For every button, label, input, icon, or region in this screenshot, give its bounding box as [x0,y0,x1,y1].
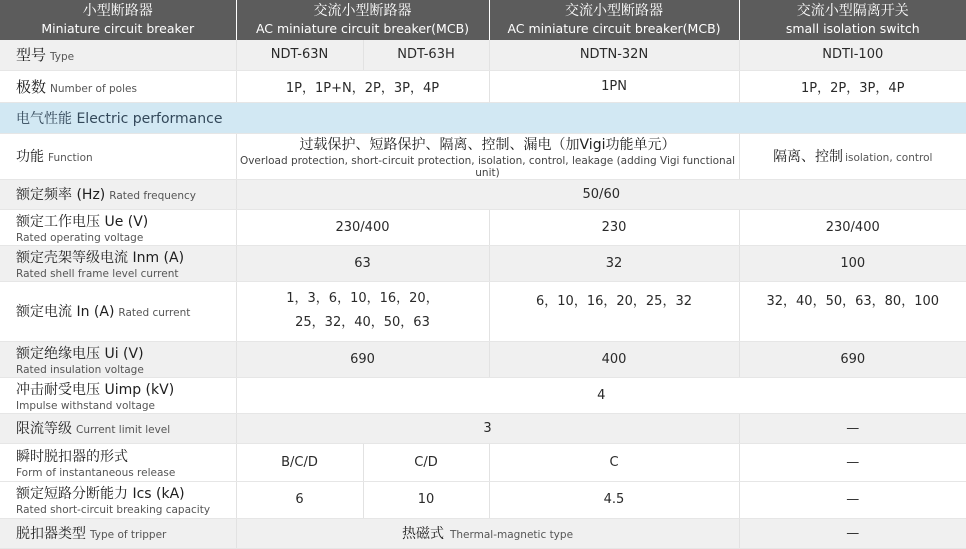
row-breaking-label [0,481,236,518]
row-function-label [0,133,236,179]
row-function-v1-en: Overload protection, short-circuit protection, isolation, control, leakage (adding Vigi functional unit) [237,155,739,179]
row-tripper-v1 [236,518,739,548]
header-col0-en: Miniature circuit breaker [0,20,236,37]
row-model-label-en: Type [50,51,74,63]
row-poles-label [0,70,236,102]
row-tripper [0,518,966,548]
row-function-v2 [739,133,966,179]
row-release-label [0,443,236,481]
row-model-label-zh: 型号 [16,46,46,64]
row-poles-label-zh: 极数 [16,78,46,96]
row-current-v3: 32，40，50，63，80，100 [739,281,966,341]
row-tripper-v2: — [739,518,966,548]
row-impulse-label-en: Impulse withstand voltage [16,400,236,412]
row-poles-v2: 1PN [489,70,739,102]
row-limit-label-en: Current limit level [76,424,170,436]
row-release-v4: — [739,443,966,481]
header-col0 [0,0,236,40]
row-function-v1 [236,133,739,179]
row-voltage-v1: 230/400 [236,209,489,245]
row-current-label [0,281,236,341]
row-poles [0,70,966,102]
row-tripper-v1-zh: 热磁式 [402,526,444,542]
row-model-v4: NDTI-100 [739,40,966,70]
row-function-label-en: Function [48,152,93,164]
row-breaking [0,481,966,518]
row-voltage-label [0,209,236,245]
row-breaking-label-zh: 额定短路分断能力 Ics (kA) [16,486,185,502]
header-col3 [739,0,966,40]
header-row [0,0,966,40]
row-current-v1 [236,281,489,341]
row-function [0,133,966,179]
row-insulation-v1: 690 [236,341,489,377]
row-release [0,443,966,481]
row-impulse [0,377,966,413]
row-frame-v2: 32 [489,245,739,281]
row-insulation-label-en: Rated insulation voltage [16,364,236,376]
row-insulation [0,341,966,377]
row-frame-label-zh: 额定壳架等级电流 Inm (A) [16,250,184,266]
row-insulation-v3: 690 [739,341,966,377]
section-electric-performance [0,102,966,133]
row-current-label-zh: 额定电流 In (A) [16,304,114,320]
row-current-label-en: Rated current [118,307,190,319]
row-voltage-v3: 230/400 [739,209,966,245]
row-breaking-v2: 10 [363,481,489,518]
row-insulation-label-zh: 额定绝缘电压 Ui (V) [16,346,144,362]
header-col2 [489,0,739,40]
row-poles-v3: 1P，2P，3P，4P [739,70,966,102]
row-frequency [0,179,966,209]
header-col1-zh: 交流小型断路器 [237,3,489,20]
row-limit [0,413,966,443]
row-limit-v2: — [739,413,966,443]
section-en: Electric performance [76,111,222,127]
section-zh: 电气性能 [16,111,72,127]
row-model-v3: NDTN-32N [489,40,739,70]
row-function-v2-zh: 隔离、控制 [773,149,843,165]
row-tripper-v1-en: Thermal-magnetic type [450,529,573,541]
row-tripper-label-zh: 脱扣器类型 [16,526,86,542]
row-frequency-label-zh: 额定频率 (Hz) [16,187,105,203]
row-limit-label [0,413,236,443]
row-release-label-zh: 瞬时脱扣器的形式 [16,449,128,465]
row-breaking-label-en: Rated short-circuit breaking capacity [16,504,236,516]
row-poles-v1: 1P，1P+N，2P，3P，4P [236,70,489,102]
row-release-label-en: Form of instantaneous release [16,467,236,479]
row-function-label-zh: 功能 [16,149,44,165]
row-frame-v3: 100 [739,245,966,281]
row-release-v3: C [489,443,739,481]
row-current-v1-line1: 1，3，6，10，16，20， [237,287,489,311]
header-col2-zh: 交流小型断路器 [490,3,739,20]
row-voltage-label-zh: 额定工作电压 Ue (V) [16,214,148,230]
row-section [0,102,966,133]
row-model-v1: NDT-63N [236,40,363,70]
row-voltage-v2: 230 [489,209,739,245]
row-tripper-label-en: Type of tripper [90,529,166,541]
row-frame [0,245,966,281]
row-current-v2: 6，10，16，20，25，32 [489,281,739,341]
row-voltage-label-en: Rated operating voltage [16,232,236,244]
header-col2-en: AC miniature circuit breaker(MCB) [490,20,739,37]
row-breaking-v1: 6 [236,481,363,518]
header-col1 [236,0,489,40]
row-breaking-v3: 4.5 [489,481,739,518]
row-current-v1-line2: 25，32，40，50，63 [237,311,489,335]
row-model-v2: NDT-63H [363,40,489,70]
row-impulse-label-zh: 冲击耐受电压 Uimp (kV) [16,382,174,398]
header-col0-zh: 小型断路器 [0,3,236,20]
row-limit-label-zh: 限流等级 [16,421,72,437]
row-breaking-v4: — [739,481,966,518]
row-frame-label-en: Rated shell frame level current [16,268,236,280]
row-frequency-label [0,179,236,209]
row-release-v2: C/D [363,443,489,481]
header-col3-en: small isolation switch [740,20,966,37]
row-insulation-v2: 400 [489,341,739,377]
row-current [0,281,966,341]
row-insulation-label [0,341,236,377]
row-function-v2-en: isolation, control [845,152,932,164]
row-limit-v1: 3 [236,413,739,443]
header-col3-zh: 交流小型隔离开关 [740,3,966,20]
row-poles-label-en: Number of poles [50,83,137,95]
row-frequency-v: 50/60 [236,179,966,209]
row-function-v1-zh: 过载保护、短路保护、隔离、控制、漏电（加Vigi功能单元） [237,134,739,154]
row-tripper-label [0,518,236,548]
row-impulse-label [0,377,236,413]
row-frequency-label-en: Rated frequency [109,190,196,202]
header-col1-en: AC miniature circuit breaker(MCB) [237,20,489,37]
row-frame-v1: 63 [236,245,489,281]
row-model-label [0,40,236,70]
row-model [0,40,966,70]
row-impulse-v: 4 [236,377,966,413]
row-voltage [0,209,966,245]
row-frame-label [0,245,236,281]
row-release-v1: B/C/D [236,443,363,481]
